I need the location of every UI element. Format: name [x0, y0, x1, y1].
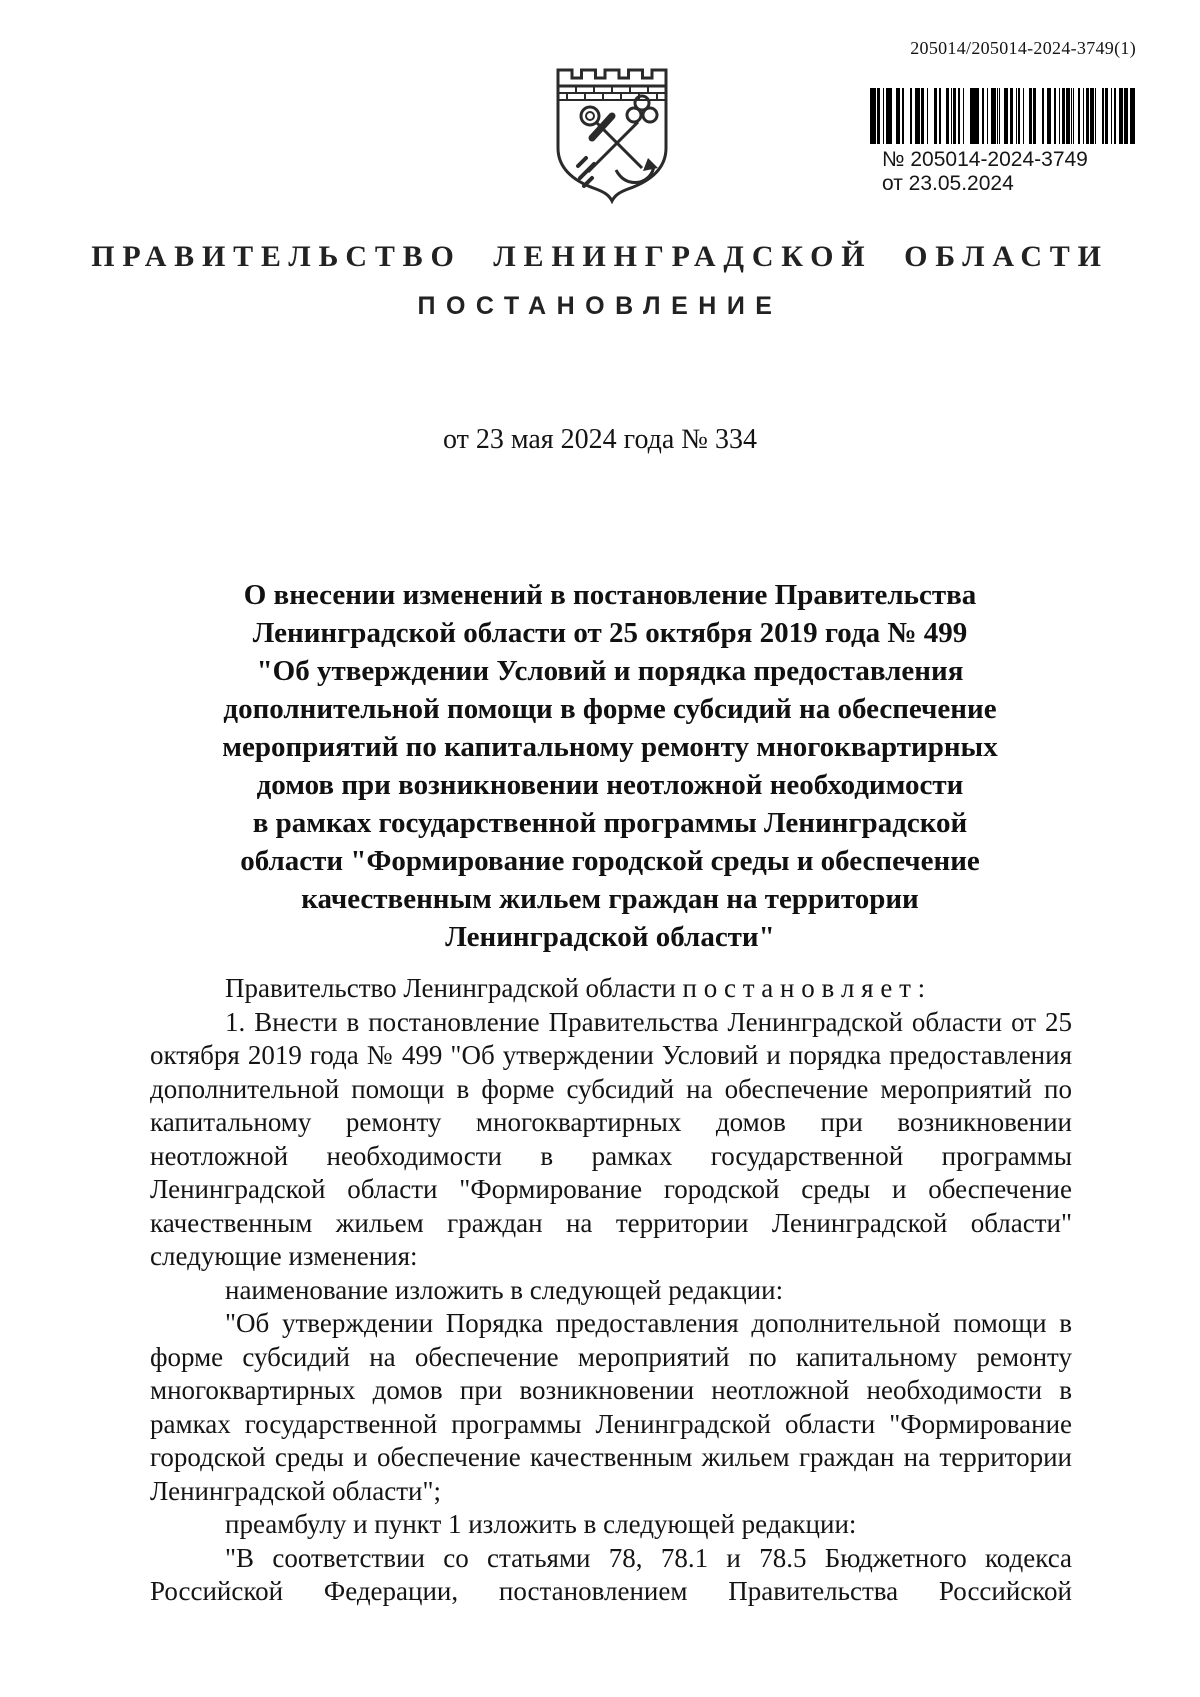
title-line: области "Формирование городской среды и обеспечение	[240, 845, 980, 877]
body-paragraph-preamble: преамбулу и пункт 1 изложить в следующей редакции:	[225, 1509, 857, 1539]
barcode-icon	[870, 88, 1135, 144]
title-line: дополнительной помощи в форме субсидий на обеспечение	[223, 693, 997, 725]
body-paragraph-naming: наименование изложить в следующей редакции:	[225, 1274, 784, 1305]
body-paragraph-resolves: Правительство Ленинградской области п о с т а н о в л я е т :	[225, 973, 926, 1003]
barcode-date: от 23.05.2024	[882, 172, 1014, 195]
title-line: качественным жильем граждан на территории	[301, 883, 919, 915]
decree-title	[150, 576, 1070, 956]
organization-name: ПРАВИТЕЛЬСТВО ЛЕНИНГРАДСКОЙ ОБЛАСТИ	[91, 240, 1109, 273]
coat-of-arms-icon	[550, 56, 674, 204]
document-type-heading: ПОСТАНОВЛЕНИЕ	[417, 292, 783, 320]
barcode-number: № 205014-2024-3749	[882, 148, 1088, 171]
title-line: домов при возникновении неотложной необходимости	[256, 769, 964, 801]
title-line: Ленинградской области от 25 октября 2019 года № 499	[252, 617, 968, 649]
decree-body	[150, 972, 1072, 1609]
title-line: О внесении изменений в постановление Правительства	[243, 579, 977, 611]
barcode-block	[870, 88, 1128, 196]
title-line: Ленинградской области"	[445, 921, 775, 953]
title-line: в рамках государственной программы Ленинградской	[252, 807, 968, 839]
body-paragraph-item1: 1. Внести в постановление Правительства Ленинградской области от 25 октября 2019 года № 499 "Об утверждении Условий и порядка предоставления дополнительной помощи в форме субсидий на обеспечение мероприятий по капитальному ремонту многоквартирных домов при возникновении неотложной необходимости в рамках государственной программы Ленинградской области "Формирование городской среды и обеспечение качественным жильем граждан на территории Ленинградской области" следующие изменения:	[150, 1006, 1072, 1271]
decree-date-number: от 23 мая 2024 года № 334	[442, 424, 758, 455]
title-line: "Об утверждении Условий и порядка предоставления	[256, 655, 964, 687]
document-reference-number: 205014/205014-2024-3749(1)	[910, 38, 1136, 58]
body-paragraph-new-title: "Об утверждении Порядка предоставления дополнительной помощи в форме субсидий на обеспечение мероприятий по капитальному ремонту многоквартирных домов при возникновении неотложной необходимости в рамках государственной программы Ленинградской области "Формирование городской среды и обеспечение качественным жильем граждан на территории Ленинградской области";	[150, 1308, 1072, 1506]
title-line: мероприятий по капитальному ремонту многоквартирных	[222, 731, 998, 763]
body-paragraph-budget-code: "В соответствии со статьями 78, 78.1 и 78.5 Бюджетного кодекса Российской Федерации, постановлением Правительства Российской	[150, 1542, 1072, 1606]
